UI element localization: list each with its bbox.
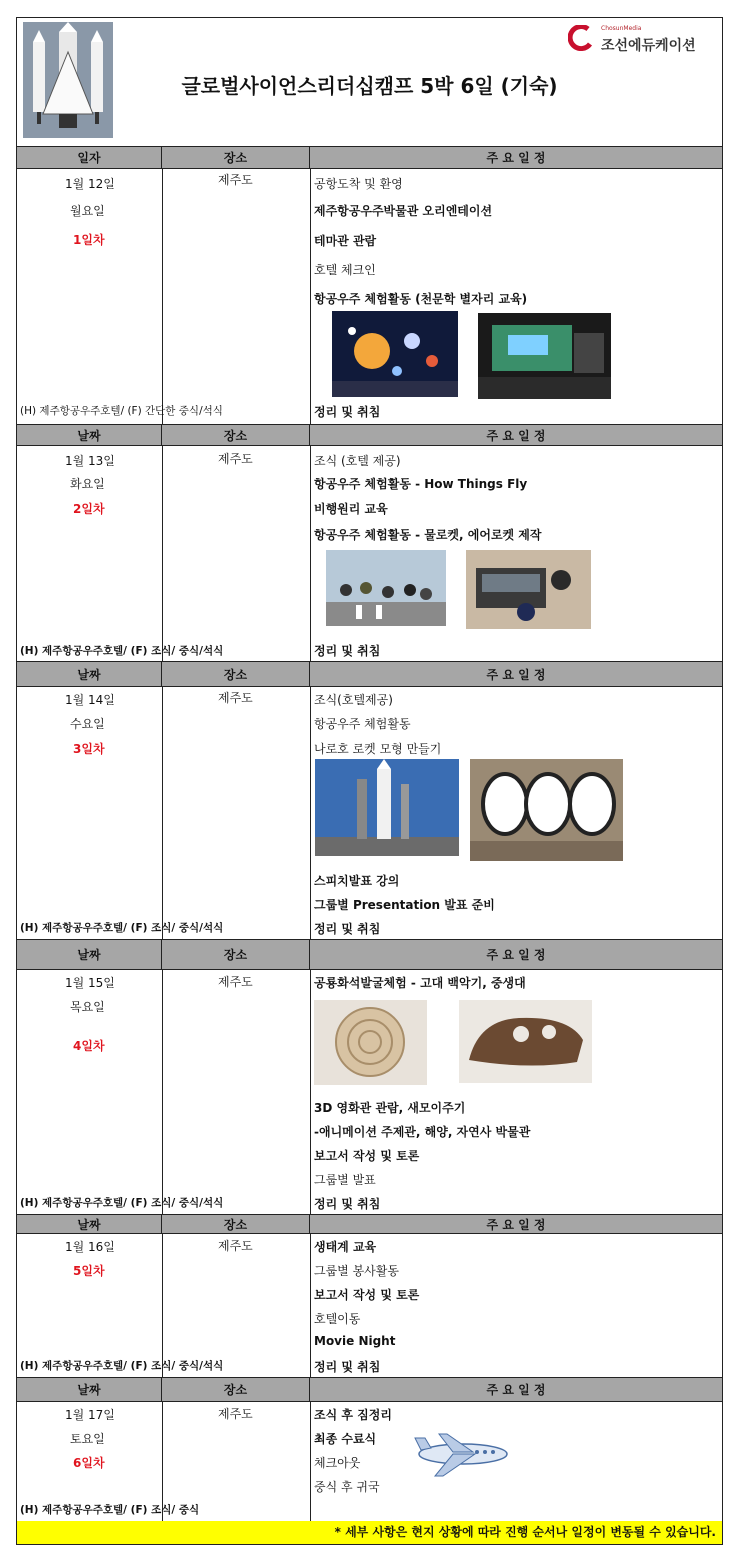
column-header-place: 장소 xyxy=(162,1378,310,1401)
schedule-item: 조식 (호텔 제공) xyxy=(314,454,401,468)
day-weekday: 월요일 xyxy=(70,204,105,218)
lodging-meal-info: (H) 제주항공우주호텔/ (F) 조식/ 중식/석식 xyxy=(20,645,224,657)
day-weekday: 토요일 xyxy=(70,1432,105,1446)
table-header-row xyxy=(17,939,722,970)
schedule-item: 정리 및 취침 xyxy=(314,644,381,658)
day-date: 1월 12일 xyxy=(65,177,115,191)
schedule-item: 체크아웃 xyxy=(314,1456,361,1470)
schedule-item: 보고서 작성 및 토론 xyxy=(314,1288,420,1302)
table-header-row xyxy=(17,661,722,687)
schedule-item: 조식 후 짐정리 xyxy=(314,1408,392,1422)
day-weekday: 화요일 xyxy=(70,477,105,491)
column-header-date: 날짜 xyxy=(17,425,162,445)
column-header-date: 날짜 xyxy=(17,662,162,686)
day-weekday: 목요일 xyxy=(70,1000,105,1014)
column-header-place: 장소 xyxy=(162,1215,310,1233)
cockpit-activity-photo xyxy=(466,550,591,629)
table-header-row xyxy=(17,1214,722,1234)
day-date: 1월 15일 xyxy=(65,976,115,990)
chosun-education-logo xyxy=(568,24,698,54)
column-header-schedule: 주 요 일 정 xyxy=(486,948,546,962)
schedule-document xyxy=(16,17,723,1545)
flight-simulator-photo xyxy=(470,759,623,861)
schedule-item: 비행원리 교육 xyxy=(314,502,388,516)
schedule-item: 정리 및 취침 xyxy=(314,1360,381,1374)
schedule-item: 테마관 관람 xyxy=(314,234,377,248)
day-date: 1월 13일 xyxy=(65,454,115,468)
column-header-place: 장소 xyxy=(162,147,310,168)
column-header-date: 날짜 xyxy=(17,940,162,969)
schedule-item: 호텔이동 xyxy=(314,1312,361,1326)
table-header-row xyxy=(17,424,722,446)
table-header-row xyxy=(17,1377,722,1402)
schedule-item: 그룹별 Presentation 발표 준비 xyxy=(314,898,495,912)
day-place: 제주도 xyxy=(218,1407,253,1421)
day-date: 1월 16일 xyxy=(65,1240,115,1254)
schedule-item: 최종 수료식 xyxy=(314,1432,377,1446)
day-date: 1월 14일 xyxy=(65,693,115,707)
column-header-place: 장소 xyxy=(162,662,310,686)
ammonite-fossil-photo xyxy=(314,1000,427,1085)
schedule-item: 제주항공우주박물관 오리엔테이션 xyxy=(314,204,493,218)
column-header-schedule: 주 요 일 정 xyxy=(486,667,546,682)
day-label: 3일차 xyxy=(73,742,105,756)
schedule-item: 중식 후 귀국 xyxy=(314,1480,380,1494)
schedule-item: 정리 및 취침 xyxy=(314,1197,381,1211)
rocket-activity-photo xyxy=(326,550,446,626)
schedule-item: 생태계 교육 xyxy=(314,1240,377,1254)
lodging-meal-info: (H) 제주항공우주호텔/ (F) 조식/ 중식/석식 xyxy=(20,1197,224,1209)
schedule-item: 스피치발표 강의 xyxy=(314,874,400,888)
logo-text: 조선에듀케이션 xyxy=(601,38,696,54)
solar-system-exhibit-photo xyxy=(332,311,458,397)
column-header-place: 장소 xyxy=(162,425,310,445)
day-label: 5일차 xyxy=(73,1264,105,1278)
schedule-item: 항공우주 체험활동 xyxy=(314,717,411,731)
column-header-schedule: 주 요 일 정 xyxy=(486,1383,546,1397)
day-label: 1일차 xyxy=(73,233,105,247)
column-header-schedule: 주 요 일 정 xyxy=(486,428,546,443)
schedule-item: 나로호 로켓 모형 만들기 xyxy=(314,742,442,756)
lodging-meal-info: (H) 제주항공우주호텔/ (F) 조식/ 중식/석식 xyxy=(20,922,224,934)
day-place: 제주도 xyxy=(218,173,253,187)
logo-subtext: ChosunMedia xyxy=(601,25,642,32)
schedule-item: 항공우주 체험활동 - 물로켓, 에어로켓 제작 xyxy=(314,528,542,542)
lodging-meal-info: (H) 제주항공우주호텔/ (F) 조식/ 중식 xyxy=(20,1504,200,1516)
day-place: 제주도 xyxy=(218,1239,253,1253)
day-date: 1월 17일 xyxy=(65,1408,115,1422)
lodging-meal-info: (H) 제주항공우주호텔/ (F) 조식/ 중식/석식 xyxy=(20,1360,224,1372)
schedule-item: 그룹별 발표 xyxy=(314,1173,376,1187)
airplane-illustration xyxy=(413,1428,511,1480)
column-header-place: 장소 xyxy=(162,940,310,969)
day-label: 6일차 xyxy=(73,1456,105,1470)
schedule-item: 정리 및 취침 xyxy=(314,405,381,419)
schedule-item: 항공우주 체험활동 (천문학 별자리 교육) xyxy=(314,292,528,306)
schedule-item: 항공우주 체험활동 - How Things Fly xyxy=(314,477,528,491)
logo-mark-icon xyxy=(568,25,594,51)
dinosaur-skull-fossil-photo xyxy=(459,1000,592,1083)
schedule-item: 호텔 체크인 xyxy=(314,263,376,277)
column-header-date: 일자 xyxy=(17,147,162,168)
schedule-item: 공룡화석발굴체험 - 고대 백악기, 중생대 xyxy=(314,976,526,990)
day-place: 제주도 xyxy=(218,452,253,466)
theme-hall-exhibit-photo xyxy=(478,313,611,399)
column-divider xyxy=(162,146,163,1521)
schedule-item: 조식(호텔제공) xyxy=(314,693,393,707)
schedule-item: 3D 영화관 관람, 새모이주기 xyxy=(314,1101,466,1115)
column-header-schedule: 주 요 일 정 xyxy=(486,151,546,165)
day-place: 제주도 xyxy=(218,975,253,989)
naro-rocket-photo xyxy=(315,759,459,856)
schedule-item: 그룹별 봉사활동 xyxy=(314,1264,399,1278)
lodging-meal-info: (H) 제주항공우주호텔/ (F) 간단한 중식/석식 xyxy=(20,405,223,417)
schedule-item: 공항도착 및 환영 xyxy=(314,177,403,191)
column-header-date: 날짜 xyxy=(17,1215,162,1233)
column-divider xyxy=(310,146,311,1521)
table-header-row xyxy=(17,146,722,169)
document-header xyxy=(17,18,722,147)
column-header-schedule: 주 요 일 정 xyxy=(486,1217,546,1232)
schedule-item: Movie Night xyxy=(314,1334,396,1348)
day-place: 제주도 xyxy=(218,691,253,705)
day-label: 4일차 xyxy=(73,1039,105,1053)
column-header-date: 날짜 xyxy=(17,1378,162,1401)
schedule-item: 보고서 작성 및 토론 xyxy=(314,1149,420,1163)
footer-note: * 세부 사항은 현지 상황에 따라 진행 순서나 일정이 변동될 수 있습니다. xyxy=(17,1521,722,1544)
document-title: 글로벌사이언스리더십캠프 5박 6일 (기숙) xyxy=(181,74,558,98)
schedule-item: -애니메이션 주제관, 해양, 자연사 박물관 xyxy=(314,1125,531,1139)
schedule-item: 정리 및 취침 xyxy=(314,922,381,936)
day-label: 2일차 xyxy=(73,502,105,516)
day-weekday: 수요일 xyxy=(70,717,105,731)
